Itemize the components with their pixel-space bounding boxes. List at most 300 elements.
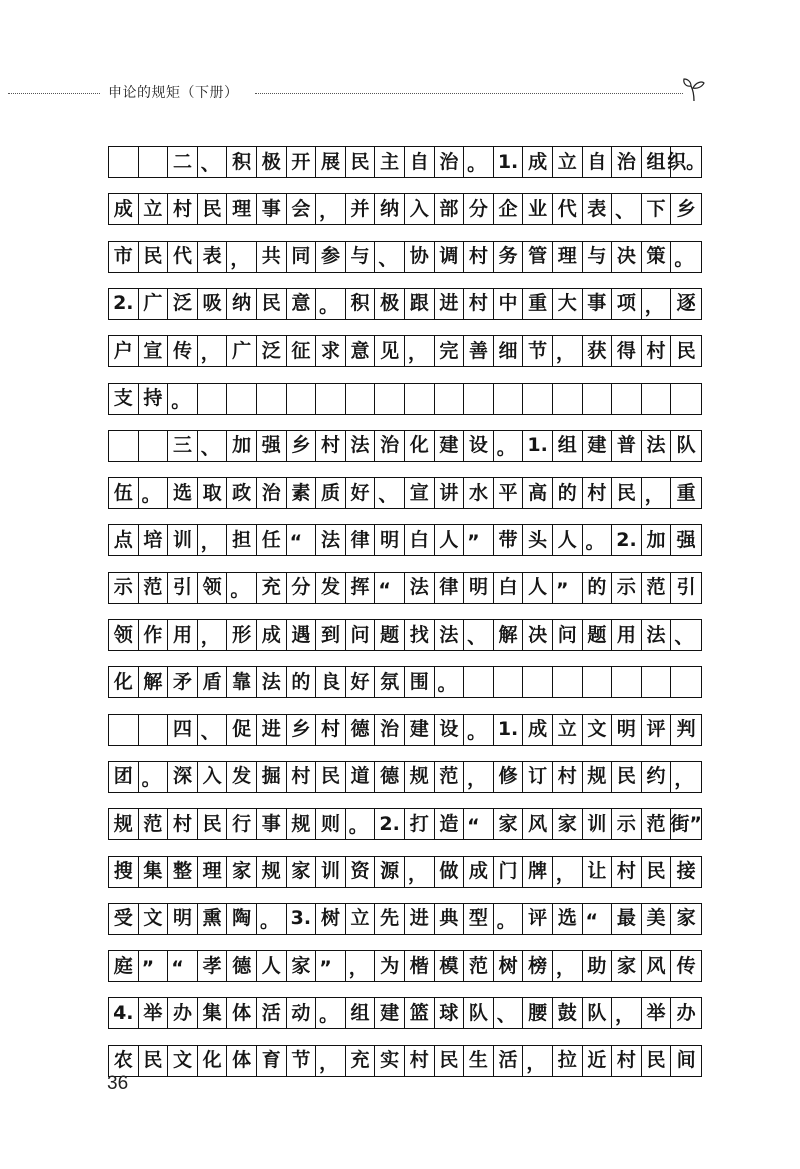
- grid-row: [108, 1045, 702, 1077]
- grid-cell: 共: [257, 242, 287, 272]
- grid-cell: 表: [583, 194, 613, 224]
- grid-cell: ，: [553, 951, 583, 981]
- grid-cell: 明: [375, 525, 405, 555]
- grid-cell: [316, 384, 346, 414]
- grid-cell: 理: [553, 242, 583, 272]
- grid-cell: 为: [375, 951, 405, 981]
- grid-cell: 完: [435, 336, 465, 366]
- grid-cell: 找: [405, 620, 435, 650]
- grid-cell: 文: [139, 904, 169, 934]
- grid-cell: 好: [346, 478, 376, 508]
- grid-cell: 村: [316, 715, 346, 745]
- grid-cell: 化: [109, 667, 139, 697]
- grid-cell: 模: [435, 951, 465, 981]
- grid-cell: 逐: [676, 292, 696, 315]
- grid-cell: 民: [642, 857, 672, 887]
- grid-cell: 村: [642, 336, 672, 366]
- grid-cell: 建: [405, 715, 435, 745]
- grid-cell: 明: [464, 573, 494, 603]
- grid-cell: 搜: [109, 857, 139, 887]
- grid-cell: 1.: [494, 147, 524, 177]
- grid-cell: 加: [227, 431, 257, 461]
- grid-cell: 最: [612, 904, 642, 934]
- grid-cell: 街”: [670, 812, 702, 835]
- grid-row: [108, 950, 702, 982]
- grid-cell: 分: [464, 194, 494, 224]
- grid-cell: 家: [612, 951, 642, 981]
- grid-cell: 设: [435, 715, 465, 745]
- grid-cell: 强: [257, 431, 287, 461]
- grid-cell: 训: [316, 857, 346, 887]
- grid-cell: 会: [287, 194, 317, 224]
- grid-cell: 发: [227, 762, 257, 792]
- grid-cell: 宣: [405, 478, 435, 508]
- grid-cell: ，: [198, 336, 228, 366]
- grid-cell: [642, 667, 672, 697]
- grid-row: [108, 761, 702, 793]
- grid-cell: 讲: [435, 478, 465, 508]
- grid-cell: 决: [612, 242, 642, 272]
- grid-cell: 入: [198, 762, 228, 792]
- grid-cell: 活: [494, 1046, 524, 1076]
- grid-cell: ”: [139, 951, 169, 981]
- grid-cell: 规: [287, 809, 317, 839]
- grid-cell: 庭: [109, 951, 139, 981]
- grid-cell: ，: [642, 289, 672, 319]
- grid-cell: 解: [139, 667, 169, 697]
- grid-cell: ，: [316, 194, 346, 224]
- grid-cell: 头: [523, 525, 553, 555]
- grid-cell: 民: [435, 1046, 465, 1076]
- grid-cell: 决: [523, 620, 553, 650]
- grid-row: [108, 619, 702, 651]
- grid-cell: 极: [257, 147, 287, 177]
- grid-cell: “: [168, 951, 198, 981]
- grid-cell: 、: [375, 242, 405, 272]
- grid-cell: 泛: [168, 289, 198, 319]
- grid-cell: 举: [139, 998, 169, 1028]
- grid-cell: [671, 667, 701, 697]
- grid-cell: 支: [109, 384, 139, 414]
- grid-cell: 律: [346, 525, 376, 555]
- grid-cell: [257, 384, 287, 414]
- grid-cell: 普: [612, 431, 642, 461]
- grid-cell: 传: [168, 336, 198, 366]
- book-title: 申论的规矩（下册）: [108, 85, 239, 101]
- grid-cell: 民: [642, 1046, 672, 1076]
- grid-cell: 范: [642, 573, 672, 603]
- grid-cell: 队: [464, 998, 494, 1028]
- grid-cell: 极: [375, 289, 405, 319]
- grid-cell: 事: [257, 809, 287, 839]
- grid-cell: 让: [583, 857, 613, 887]
- grid-cell: 与: [346, 242, 376, 272]
- grid-cell: 企: [494, 194, 524, 224]
- grid-cell: 村: [464, 289, 494, 319]
- grid-cell: 民: [612, 478, 642, 508]
- grid-row: [108, 997, 702, 1029]
- header-rule-left: [8, 93, 100, 94]
- grid-cell: 组: [553, 431, 583, 461]
- grid-cell: 盾: [198, 667, 228, 697]
- grid-cell: 理: [198, 857, 228, 887]
- grid-cell: 见: [375, 336, 405, 366]
- grid-cell: 队: [676, 434, 696, 457]
- grid-cell: 约: [642, 762, 672, 792]
- grid-cell: 节: [523, 336, 553, 366]
- grid-cell: 培: [139, 525, 169, 555]
- grid-cell: 。: [139, 478, 169, 508]
- grid-cell: [109, 431, 139, 461]
- grid-cell: 到: [316, 620, 346, 650]
- grid-cell: 靠: [227, 667, 257, 697]
- grid-cell: 水: [464, 478, 494, 508]
- grid-cell: 三: [168, 431, 198, 461]
- grid-cell: ”: [316, 951, 346, 981]
- grid-cell: 领: [198, 573, 228, 603]
- grid-cell: 传: [676, 954, 696, 977]
- grid-cell: 部: [435, 194, 465, 224]
- grid-cell: ，: [523, 1046, 553, 1076]
- grid-cell: 。: [494, 431, 524, 461]
- grid-cell: 发: [316, 573, 346, 603]
- grid-cell: 的: [553, 478, 583, 508]
- grid-cell: 分: [287, 573, 317, 603]
- grid-cell: 家: [227, 857, 257, 887]
- grid-cell: 题: [375, 620, 405, 650]
- grid-cell: 民: [139, 242, 169, 272]
- grid-cell: 带: [494, 525, 524, 555]
- grid-cell: ，: [674, 767, 694, 790]
- grid-row: [108, 430, 702, 462]
- grid-cell: 规: [583, 762, 613, 792]
- grid-cell: 立: [346, 904, 376, 934]
- grid-cell: 表: [198, 242, 228, 272]
- grid-cell: 四: [168, 715, 198, 745]
- grid-cell: 民: [612, 762, 642, 792]
- grid-cell: 主: [375, 147, 405, 177]
- grid-cell: ”: [464, 525, 494, 555]
- grid-cell: 接: [676, 860, 696, 882]
- grid-cell: [435, 384, 465, 414]
- grid-cell: 德: [346, 715, 376, 745]
- grid-cell: 跟: [405, 289, 435, 319]
- grid-cell: 体: [227, 1046, 257, 1076]
- grid-row: [108, 856, 702, 888]
- grid-cell: 获: [583, 336, 613, 366]
- grid-row: [108, 808, 702, 840]
- grid-cell: 中: [494, 289, 524, 319]
- grid-cell: 解: [494, 620, 524, 650]
- grid-cell: 矛: [168, 667, 198, 697]
- grid-cell: 民: [676, 339, 696, 362]
- grid-cell: 引: [168, 573, 198, 603]
- grid-cell: 造: [435, 809, 465, 839]
- grid-cell: 集: [139, 857, 169, 887]
- grid-cell: 大: [553, 289, 583, 319]
- grid-cell: 好: [346, 667, 376, 697]
- grid-cell: 设: [464, 431, 494, 461]
- grid-cell: 法: [257, 667, 287, 697]
- grid-cell: 法: [435, 620, 465, 650]
- grid-cell: 示: [612, 573, 642, 603]
- grid-cell: 白: [405, 525, 435, 555]
- grid-cell: 遇: [287, 620, 317, 650]
- grid-cell: 。: [316, 998, 346, 1028]
- grid-cell: 训: [168, 525, 198, 555]
- grid-cell: 市: [109, 242, 139, 272]
- grid-cell: 质: [316, 478, 346, 508]
- grid-cell: [227, 384, 257, 414]
- grid-cell: 治: [435, 147, 465, 177]
- grid-cell: 整: [168, 857, 198, 887]
- grid-cell: 风: [642, 951, 672, 981]
- grid-cell: 组: [346, 998, 376, 1028]
- grid-cell: 充: [257, 573, 287, 603]
- grid-cell: 球: [435, 998, 465, 1028]
- grid-cell: 乡: [287, 431, 317, 461]
- sprout-icon: [682, 76, 706, 102]
- grid-cell: 围: [405, 667, 435, 697]
- grid-cell: 二: [168, 147, 198, 177]
- grid-row: [108, 335, 702, 367]
- grid-cell: 。: [257, 904, 287, 934]
- grid-cell: 下: [642, 194, 672, 224]
- grid-cell: 法: [642, 620, 672, 650]
- grid-cell: 源: [375, 857, 405, 887]
- grid-cell: 2.: [109, 289, 139, 319]
- grid-cell: 与: [583, 242, 613, 272]
- grid-row: [108, 903, 702, 935]
- grid-cell: 、: [198, 715, 228, 745]
- grid-cell: 选: [168, 478, 198, 508]
- grid-cell: [405, 384, 435, 414]
- grid-cell: 农: [109, 1046, 139, 1076]
- grid-cell: [671, 384, 701, 414]
- grid-cell: 熏: [198, 904, 228, 934]
- grid-cell: 氛: [375, 667, 405, 697]
- grid-cell: 。: [464, 147, 494, 177]
- grid-cell: [198, 384, 228, 414]
- grid-cell: 人: [523, 573, 553, 603]
- grid-cell: 项: [612, 289, 642, 319]
- grid-cell: 陶: [227, 904, 257, 934]
- grid-cell: [464, 384, 494, 414]
- grid-cell: 调: [435, 242, 465, 272]
- header-rule-right: [255, 93, 683, 94]
- grid-cell: 。: [227, 573, 257, 603]
- grid-cell: 3.: [287, 904, 317, 934]
- grid-cell: 村: [612, 1046, 642, 1076]
- grid-cell: 村: [583, 478, 613, 508]
- grid-cell: ，: [464, 762, 494, 792]
- grid-cell: 自: [405, 147, 435, 177]
- grid-cell: ”: [553, 573, 583, 603]
- grid-row: [108, 477, 702, 509]
- grid-cell: 强: [676, 528, 696, 551]
- grid-cell: 办: [676, 1001, 696, 1024]
- grid-cell: 规: [109, 809, 139, 839]
- grid-cell: 村: [287, 762, 317, 792]
- grid-cell: 乡: [287, 715, 317, 745]
- grid-cell: 拉: [553, 1046, 583, 1076]
- grid-cell: [494, 384, 524, 414]
- grid-cell: 自: [583, 147, 613, 177]
- grid-cell: 立: [553, 715, 583, 745]
- grid-cell: 民: [198, 194, 228, 224]
- grid-cell: 法: [642, 431, 672, 461]
- grid-cell: 明: [612, 715, 642, 745]
- grid-cell: [287, 384, 317, 414]
- grid-cell: ，: [553, 857, 583, 887]
- grid-cell: 并: [346, 194, 376, 224]
- grid-cell: 、: [375, 478, 405, 508]
- grid-cell: 1.: [494, 715, 524, 745]
- grid-row: [108, 714, 702, 746]
- grid-cell: 范: [464, 951, 494, 981]
- grid-cell: 、: [198, 431, 228, 461]
- grid-cell: 问: [346, 620, 376, 650]
- grid-cell: [139, 431, 169, 461]
- grid-cell: 范: [435, 762, 465, 792]
- grid-cell: 体: [227, 998, 257, 1028]
- grid-cell: 树: [494, 951, 524, 981]
- grid-cell: 腰: [523, 998, 553, 1028]
- grid-cell: 家: [287, 951, 317, 981]
- grid-cell: 意: [287, 289, 317, 319]
- grid-cell: 的: [583, 573, 613, 603]
- grid-cell: 实: [375, 1046, 405, 1076]
- grid-cell: 篮: [405, 998, 435, 1028]
- grid-row: [108, 288, 702, 320]
- grid-cell: 积: [346, 289, 376, 319]
- grid-cell: 用: [612, 620, 642, 650]
- grid-cell: 担: [227, 525, 257, 555]
- grid-cell: 治: [257, 478, 287, 508]
- grid-cell: 意: [346, 336, 376, 366]
- grid-cell: [553, 384, 583, 414]
- grid-cell: [464, 667, 494, 697]
- grid-cell: 受: [109, 904, 139, 934]
- grid-cell: 法: [405, 573, 435, 603]
- grid-cell: ，: [642, 478, 672, 508]
- grid-cell: 美: [642, 904, 672, 934]
- grid-cell: ，: [405, 857, 435, 887]
- grid-cell: 德: [375, 762, 405, 792]
- grid-cell: 民: [198, 809, 228, 839]
- grid-cell: 孝: [198, 951, 228, 981]
- grid-cell: 促: [227, 715, 257, 745]
- grid-cell: [109, 147, 139, 177]
- grid-cell: [612, 667, 642, 697]
- grid-cell: 任: [257, 525, 287, 555]
- grid-cell: 求: [316, 336, 346, 366]
- grid-cell: 事: [257, 194, 287, 224]
- grid-cell: 评: [523, 904, 553, 934]
- grid-cell: 文: [168, 1046, 198, 1076]
- grid-cell: 引: [676, 576, 696, 599]
- grid-cell: 代: [168, 242, 198, 272]
- grid-cell: [553, 667, 583, 697]
- grid-cell: 村: [316, 431, 346, 461]
- grid-cell: 民: [346, 147, 376, 177]
- grid-cell: 示: [109, 573, 139, 603]
- grid-cell: ，: [316, 1046, 346, 1076]
- grid-cell: 治: [375, 431, 405, 461]
- grid-cell: 道: [346, 762, 376, 792]
- grid-cell: 治: [612, 147, 642, 177]
- grid-cell: 鼓: [553, 998, 583, 1028]
- grid-cell: 政: [227, 478, 257, 508]
- grid-cell: [583, 667, 613, 697]
- grid-cell: 、: [674, 626, 694, 648]
- grid-cell: 门: [494, 857, 524, 887]
- grid-cell: 人: [435, 525, 465, 555]
- grid-cell: 广: [227, 336, 257, 366]
- grid-cell: 伍: [109, 478, 139, 508]
- grid-cell: 节: [287, 1046, 317, 1076]
- grid-cell: 展: [316, 147, 346, 177]
- grid-cell: 。: [674, 247, 694, 270]
- grid-cell: 泛: [257, 336, 287, 366]
- grid-cell: 做: [435, 857, 465, 887]
- grid-cell: 深: [168, 762, 198, 792]
- grid-cell: 典: [435, 904, 465, 934]
- grid-cell: [139, 715, 169, 745]
- grid-cell: 良: [316, 667, 346, 697]
- grid-cell: 建: [375, 998, 405, 1028]
- grid-cell: 近: [583, 1046, 613, 1076]
- grid-cell: 示: [612, 809, 642, 839]
- grid-cell: 作: [139, 620, 169, 650]
- grid-cell: “: [375, 573, 405, 603]
- grid-cell: 选: [553, 904, 583, 934]
- grid-cell: 明: [168, 904, 198, 934]
- grid-cell: 民: [139, 1046, 169, 1076]
- grid-cell: 。: [494, 904, 524, 934]
- grid-cell: 用: [168, 620, 198, 650]
- grid-cell: 榜: [523, 951, 553, 981]
- grid-cell: [583, 384, 613, 414]
- grid-cell: 建: [583, 431, 613, 461]
- grid-cell: 生: [464, 1046, 494, 1076]
- grid-row: [108, 524, 702, 556]
- grid-cell: 挥: [346, 573, 376, 603]
- grid-cell: 家: [494, 809, 524, 839]
- grid-cell: 德: [227, 951, 257, 981]
- grid-row: [108, 193, 702, 225]
- grid-cell: 进: [405, 904, 435, 934]
- grid-cell: [523, 667, 553, 697]
- grid-cell: [109, 715, 139, 745]
- grid-cell: 。: [139, 762, 169, 792]
- grid-cell: 文: [583, 715, 613, 745]
- grid-cell: 管: [523, 242, 553, 272]
- grid-cell: 形: [227, 620, 257, 650]
- grid-cell: 织。: [667, 150, 706, 173]
- grid-cell: 征: [287, 336, 317, 366]
- grid-cell: 民: [316, 762, 346, 792]
- grid-cell: 。: [435, 667, 465, 697]
- grid-cell: 成: [257, 620, 287, 650]
- grid-cell: 活: [257, 998, 287, 1028]
- grid-cell: 纳: [227, 289, 257, 319]
- grid-cell: [523, 384, 553, 414]
- grid-cell: 高: [523, 478, 553, 508]
- grid-cell: 。: [464, 715, 494, 745]
- grid-cell: 间: [676, 1049, 696, 1072]
- grid-cell: 村: [405, 1046, 435, 1076]
